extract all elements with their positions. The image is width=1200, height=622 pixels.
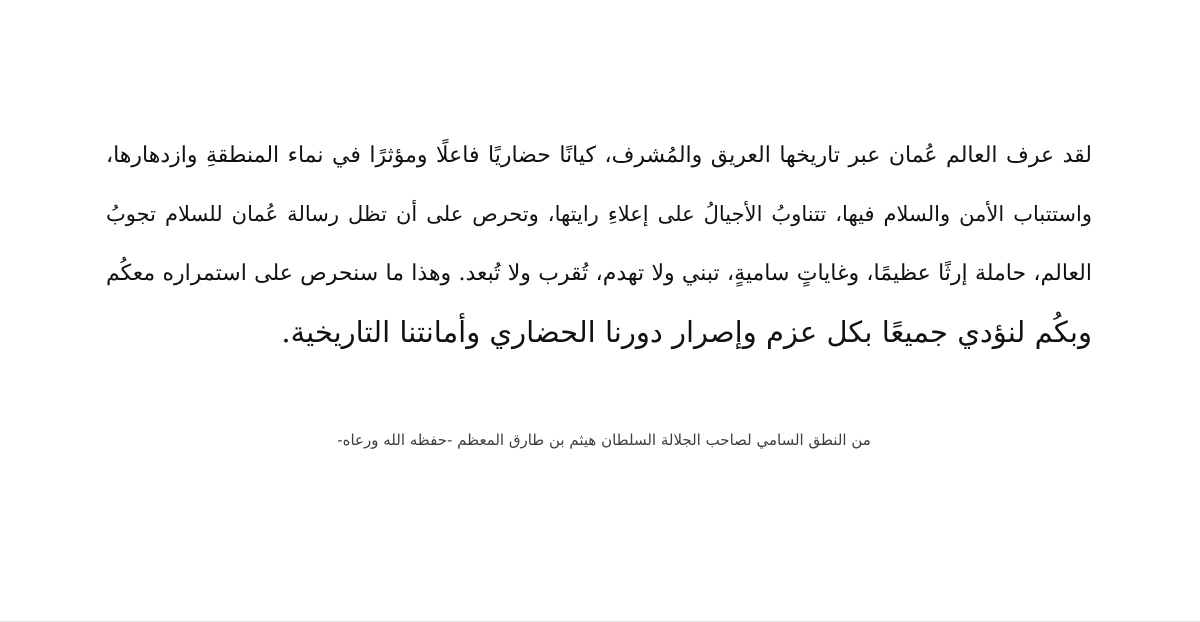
- quote-line: واستتباب الأمن والسلام فيها، تتناوبُ الأجيالُ على إعلاءِ رايتها، وتحرص على أن تظل رسالة عُمان للسلام تجوبُ: [106, 202, 1092, 226]
- royal-speech-quote: [106, 126, 1092, 362]
- quote-line: العالم، حاملة إرثًا عظيمًا، وغاياتٍ ساميةٍ، تبني ولا تهدم، تُقرب ولا تُبعد. وهذا ما سنحرص على استمراره معكُم: [106, 261, 1092, 286]
- quote-attribution: من النطق السامي لصاحب الجلالة السلطان هيثم بن طارق المعظم -حفظه الله ورعاه-: [337, 431, 871, 449]
- quote-line: لقد عرف العالم عُمان عبر تاريخها العريق والمُشرف، كيانًا حضاريًا فاعلًا ومؤثرًا في نماء المنطقةِ وازدهارها،: [106, 143, 1092, 168]
- quote-line: وبكُم لنؤدي جميعًا بكل عزم وإصرار دورنا الحضاري وأمانتنا التاريخية.: [281, 315, 1092, 349]
